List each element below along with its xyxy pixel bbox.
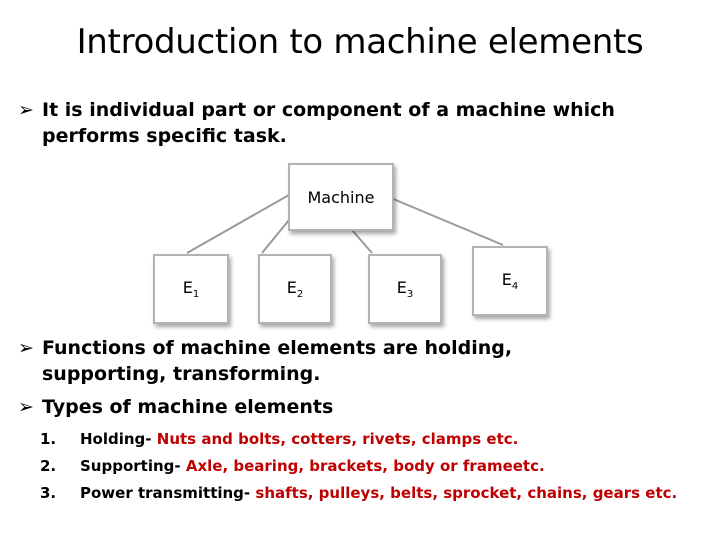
slide-title: Introduction to machine elements [76,22,644,62]
bullet-text: Types of machine elements [42,396,334,418]
type-label: Supporting- [80,457,181,475]
bullet-text: It is individual part or component of a machine which performs specific task. [42,99,615,147]
connector-e4 [391,198,503,245]
type-label: Holding- [80,430,152,448]
arrow-bullet-icon: ➢ [18,337,34,359]
bullet-functions [18,335,618,387]
machine-label: Machine [307,187,375,207]
element-node-e4 [472,246,548,316]
bullet-text: Functions of machine elements are holding, supporting, transforming. [42,337,513,385]
arrow-bullet-icon: ➢ [18,99,34,121]
element-node-e2 [258,254,332,324]
types-list [40,426,677,507]
type-label: Power transmitting- [80,484,251,502]
element-label-e2: $E_2$ [286,277,304,301]
connector-e2 [262,220,289,253]
connector-e1 [187,195,289,253]
list-item: 2. Supporting- Axle, bearing, brackets, body or frameetc. [40,457,545,475]
element-node-e3 [368,254,442,324]
element-label-e4: $E_4$ [501,269,519,293]
type-detail: shafts, pulleys, belts, sprocket, chains, gears etc. [255,484,678,502]
element-label-e3: $E_3$ [396,277,414,301]
bullet-types [18,394,618,420]
element-node-e1 [153,254,229,324]
type-detail: Axle, bearing, brackets, body or frameetc. [185,457,545,475]
list-item: 1. Holding- Nuts and bolts, cotters, rivets, clamps etc. [40,430,519,448]
type-detail: Nuts and bolts, cotters, rivets, clamps etc. [156,430,519,448]
bullet-definition [18,97,698,149]
list-item: 3. Power transmitting- shafts, pulleys, belts, sprocket, chains, gears etc. [40,484,678,502]
arrow-bullet-icon: ➢ [18,396,34,418]
element-label-e1: $E_1$ [182,277,200,301]
connector-e3 [352,230,372,253]
machine-node [288,163,394,231]
